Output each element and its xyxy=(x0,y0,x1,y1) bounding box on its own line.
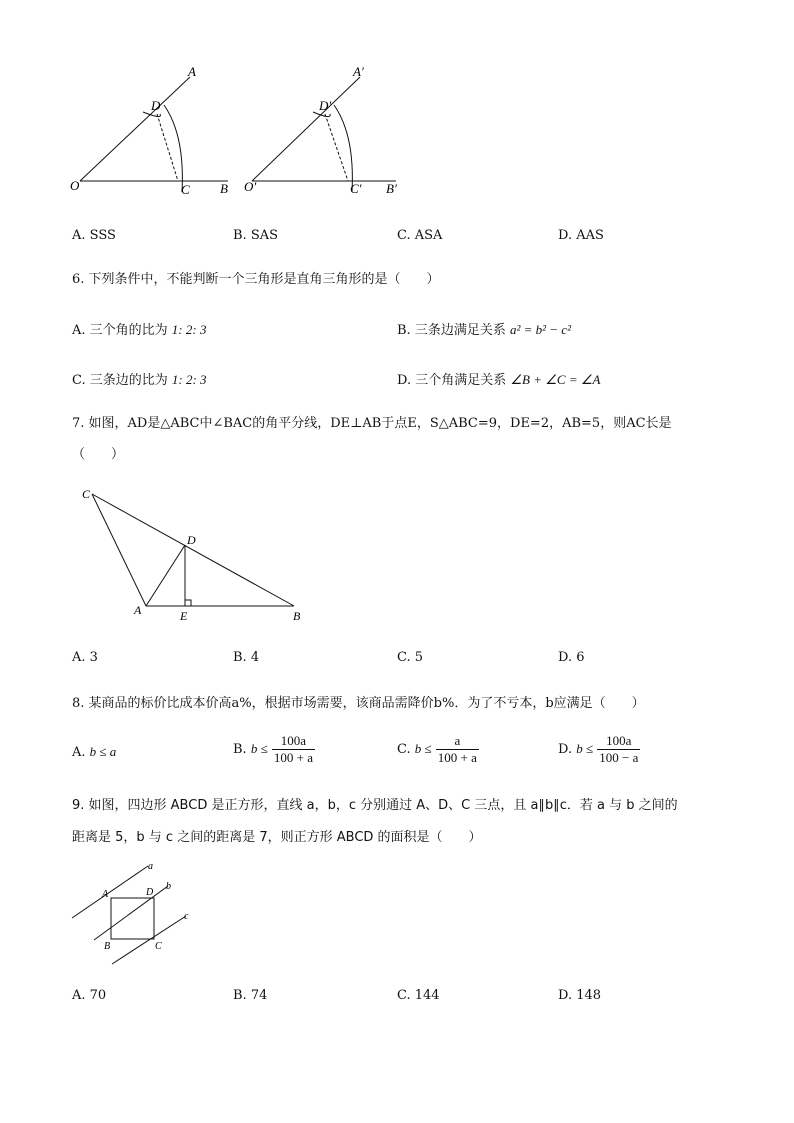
label-line-b: b xyxy=(166,881,171,892)
q6-option-d-math: ∠B + ∠C = ∠A xyxy=(510,372,601,387)
label-line-a: a xyxy=(148,861,153,872)
q8-option-b-label: B. xyxy=(233,742,247,757)
label-D-prime: D′ xyxy=(319,98,332,113)
label-E: E xyxy=(180,609,188,623)
q8-stem: 8. 某商品的标价比成本价高a%，根据市场需要，该商品需降价b%．为了不亏本，b应满足（ ） xyxy=(72,696,645,711)
q6-option-c-label: C. 三条边的比为 xyxy=(72,373,168,388)
q5-option-c[interactable]: C. ASA xyxy=(397,228,443,243)
q8-option-a-label: A. xyxy=(72,745,86,760)
q7-option-d[interactable]: D. 6 xyxy=(558,650,585,665)
q8-option-c-numerator: a xyxy=(436,733,479,750)
q7-option-a[interactable]: A. 3 xyxy=(72,650,98,665)
label-D: D xyxy=(187,533,196,547)
q6-option-b-math: a² = b² − c² xyxy=(509,322,571,337)
q7-stem-line1: 7. 如图，AD是△ABC中∠BAC的角平分线，DE⊥AB于点E，S△ABC=9，DE=2，AB=5，则AC长是 xyxy=(72,416,672,431)
label-C: C xyxy=(155,941,162,952)
q8-option-c-denominator: 100 + a xyxy=(437,750,477,765)
q8-option-a[interactable] xyxy=(72,744,116,761)
q9-option-b[interactable]: B. 74 xyxy=(233,988,268,1003)
label-B-prime: B′ xyxy=(386,181,397,196)
label-B: B xyxy=(220,181,228,196)
q5-option-d[interactable]: D. AAS xyxy=(558,228,604,243)
construction-figure xyxy=(60,60,420,200)
label-O: O xyxy=(70,178,80,193)
label-O-prime: O′ xyxy=(244,179,257,194)
q9-stem-line2: 距离是 5，b 与 c 之间的距离是 7，则正方形 ABCD 的面积是（ ） xyxy=(72,830,482,845)
label-line-c: c xyxy=(184,911,189,922)
q5-option-a[interactable]: A. SSS xyxy=(72,228,116,243)
q6-option-a[interactable] xyxy=(72,322,206,339)
q9-option-d[interactable]: D. 148 xyxy=(558,988,602,1003)
q9-option-c[interactable]: C. 144 xyxy=(397,988,440,1003)
q7-stem-line2: （ ） xyxy=(72,447,125,462)
square-parallel-lines-figure xyxy=(68,858,203,970)
q8-option-b-lhs: b ≤ xyxy=(250,741,268,756)
q8-option-d-denominator: 100 − a xyxy=(599,750,639,765)
q5-option-b[interactable]: B. SAS xyxy=(233,228,279,243)
q6-option-d[interactable] xyxy=(397,372,600,389)
label-D: D xyxy=(151,98,161,113)
label-A: A xyxy=(188,64,196,79)
q6-option-a-ratio: 1: 2: 3 xyxy=(171,322,207,337)
q6-option-c[interactable] xyxy=(72,372,207,389)
q9-option-a[interactable]: A. 70 xyxy=(72,988,107,1003)
q8-option-b-fraction xyxy=(272,733,315,766)
label-A: A xyxy=(134,603,142,617)
q6-option-b[interactable] xyxy=(397,322,571,339)
q8-option-a-math: b ≤ a xyxy=(89,744,117,759)
q8-option-d[interactable] xyxy=(558,733,640,766)
label-C: C xyxy=(181,182,190,197)
q8-option-c-label: C. xyxy=(397,742,411,757)
q6-option-b-label: B. 三条边满足关系 xyxy=(397,323,506,338)
q8-option-d-lhs: b ≤ xyxy=(576,741,594,756)
q8-option-b-numerator: 100a xyxy=(272,733,315,750)
q8-option-b[interactable] xyxy=(233,733,315,766)
q8-option-c-lhs: b ≤ xyxy=(414,741,432,756)
q8-option-c[interactable] xyxy=(397,733,479,766)
q9-stem-line1: 9. 如图，四边形 ABCD 是正方形，直线 a，b，c 分别通过 A、D、C 三点，且 a∥b∥c．若 a 与 b 之间的 xyxy=(72,798,678,813)
q8-option-d-numerator: 100a xyxy=(597,733,640,750)
q8-option-b-denominator: 100 + a xyxy=(273,750,313,765)
right-angle-figure xyxy=(252,77,396,192)
q8-option-d-label: D. xyxy=(558,742,573,757)
label-D: D xyxy=(146,887,154,898)
left-angle-figure xyxy=(80,77,228,192)
q6-stem: 6. 下列条件中，不能判断一个三角形是直角三角形的是（ ） xyxy=(72,272,440,287)
triangle-figure xyxy=(72,484,322,629)
label-C: C xyxy=(82,487,91,501)
q6-option-d-label: D. 三个角满足关系 xyxy=(397,373,507,388)
q8-option-d-fraction xyxy=(597,733,640,766)
label-A: A xyxy=(102,889,109,900)
q6-option-c-ratio: 1: 2: 3 xyxy=(171,372,207,387)
q8-option-c-fraction xyxy=(436,733,479,766)
label-C-prime: C′ xyxy=(350,181,362,196)
q7-option-b[interactable]: B. 4 xyxy=(233,650,260,665)
q7-option-c[interactable]: C. 5 xyxy=(397,650,424,665)
label-A-prime: A′ xyxy=(353,64,364,79)
label-B: B xyxy=(104,941,111,952)
q6-option-a-label: A. 三个角的比为 xyxy=(72,323,168,338)
label-B: B xyxy=(293,609,301,623)
